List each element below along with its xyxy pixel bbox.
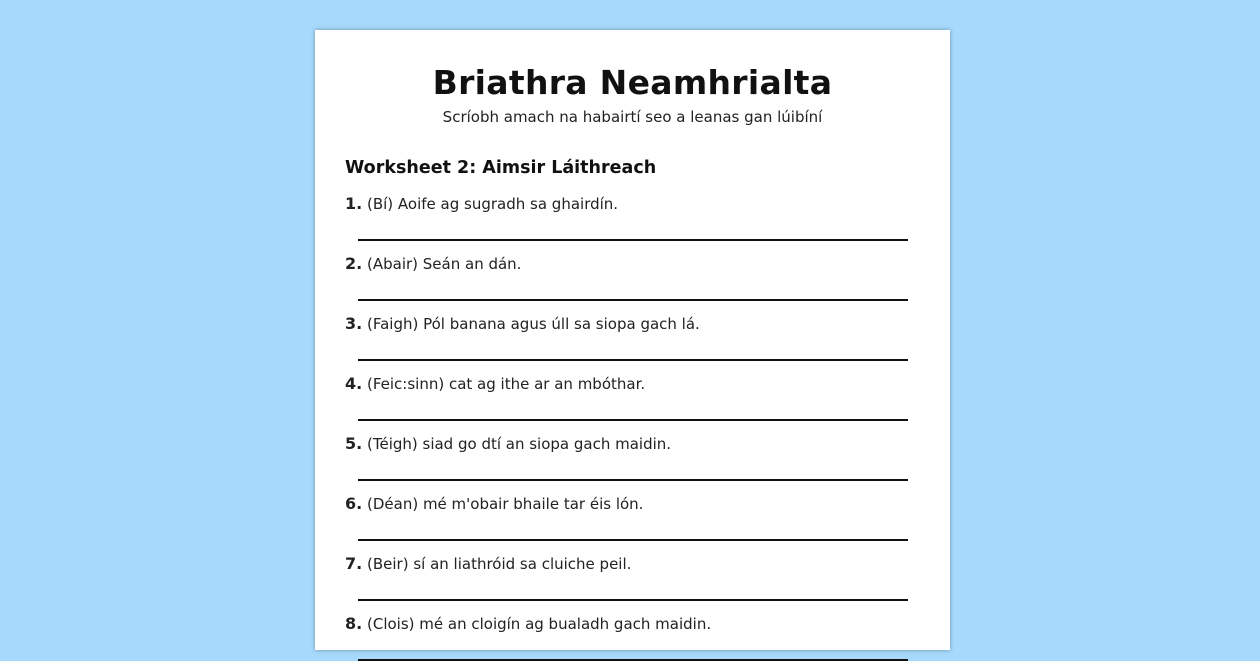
exercise-item — [345, 314, 700, 333]
item-number: 6. — [345, 494, 363, 513]
item-text: (Abair) Seán an dán. — [367, 255, 522, 273]
exercise-item — [345, 374, 645, 393]
exercise-item — [345, 494, 643, 513]
item-number: 8. — [345, 614, 363, 633]
exercise-item — [345, 254, 521, 273]
worksheet-page — [315, 30, 950, 650]
item-text: (Clois) mé an cloigín ag bualadh gach maidin. — [367, 615, 712, 633]
answer-line[interactable] — [358, 539, 908, 541]
item-number: 1. — [345, 194, 363, 213]
item-text: (Téigh) siad go dtí an siopa gach maidin. — [367, 435, 672, 453]
item-text: (Feic:sinn) cat ag ithe ar an mbóthar. — [367, 375, 646, 393]
exercise-item — [345, 554, 631, 573]
item-number: 5. — [345, 434, 363, 453]
exercise-item — [345, 194, 618, 213]
answer-line[interactable] — [358, 479, 908, 481]
exercise-item — [345, 434, 671, 453]
item-text: (Déan) mé m'obair bhaile tar éis lón. — [367, 495, 644, 513]
item-text: (Faigh) Pól banana agus úll sa siopa gach lá. — [367, 315, 700, 333]
item-number: 2. — [345, 254, 363, 273]
worksheet-subtitle: Scríobh amach na habairtí seo a leanas gan lúibíní — [442, 108, 823, 126]
answer-line[interactable] — [358, 239, 908, 241]
answer-line[interactable] — [358, 599, 908, 601]
answer-line[interactable] — [358, 359, 908, 361]
worksheet-title: Briathra Neamhrialta — [432, 63, 833, 102]
item-number: 4. — [345, 374, 363, 393]
item-text: (Beir) sí an liathróid sa cluiche peil. — [367, 555, 632, 573]
worksheet-heading: Worksheet 2: Aimsir Láithreach — [345, 158, 657, 178]
answer-line[interactable] — [358, 299, 908, 301]
item-number: 7. — [345, 554, 363, 573]
exercise-item — [345, 614, 711, 633]
answer-line[interactable] — [358, 419, 908, 421]
item-text: (Bí) Aoife ag sugradh sa ghairdín. — [367, 195, 619, 213]
item-number: 3. — [345, 314, 363, 333]
